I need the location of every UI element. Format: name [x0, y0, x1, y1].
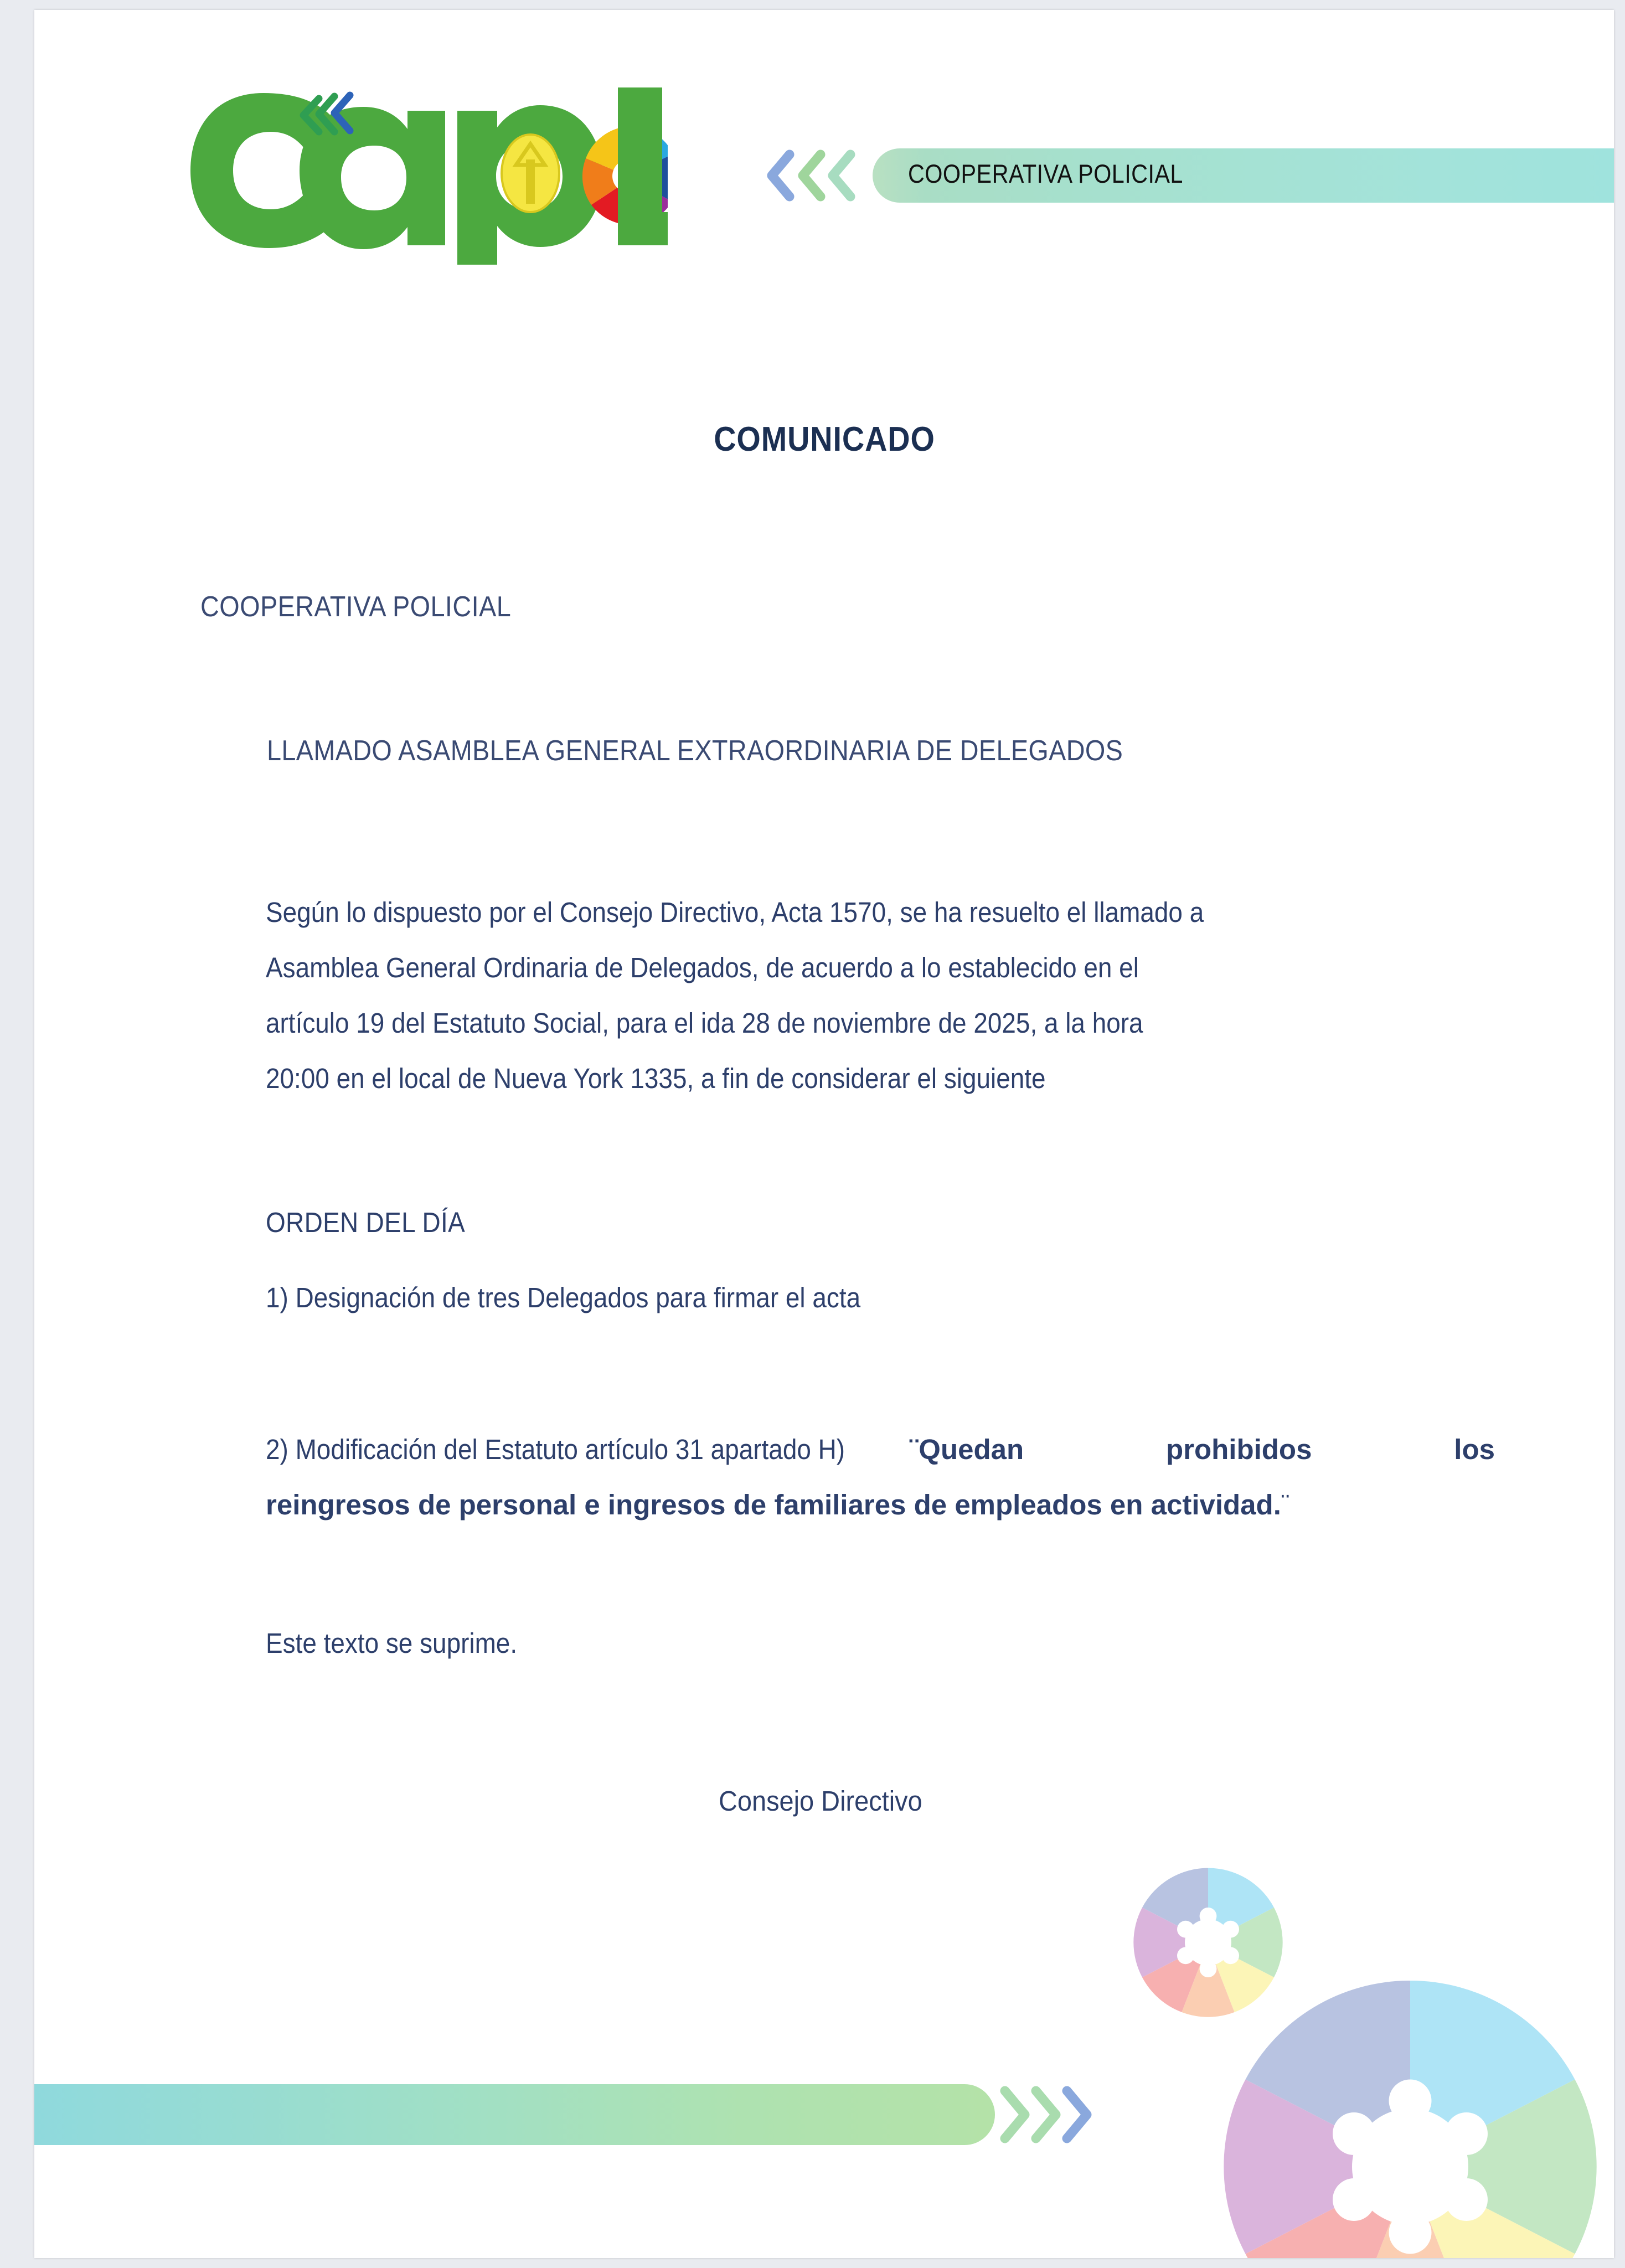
agenda-item-2	[266, 1422, 1495, 1533]
intro-line-4: 20:00 en el local de Nueva York 1335, a fin de considerar el siguiente	[266, 1063, 1046, 1094]
signature-line: Consejo Directivo	[719, 1785, 922, 1817]
organization-line: COOPERATIVA POLICIAL	[200, 591, 512, 623]
document-page	[34, 10, 1614, 2258]
assembly-call-heading: LLAMADO ASAMBLEA GENERAL EXTRAORDINARIA DE DELEGADOS	[267, 735, 1123, 767]
capol-logo	[180, 76, 668, 265]
agenda-heading: ORDEN DEL DÍA	[266, 1207, 466, 1238]
agenda-item-2-plain: 2) Modificación del Estatuto artículo 31 apartado H)	[266, 1434, 845, 1465]
triple-chevron-left-icon	[764, 147, 873, 204]
header-banner	[764, 147, 1614, 204]
intro-line-1: Según lo dispuesto por el Consejo Directivo, Acta 1570, se ha resuelto el llamado a	[266, 896, 1204, 928]
capol-logo-svg	[180, 76, 668, 265]
footer-decoration	[34, 2082, 1117, 2148]
agenda-item-2-line-1	[266, 1422, 1495, 1477]
page-title	[34, 420, 1614, 459]
agenda-item-1: 1) Designación de tres Delegados para firmar el acta	[266, 1282, 861, 1313]
agenda-item-2-bold-end: reingresos de personal e ingresos de familiares de empleados en actividad.	[266, 1489, 1281, 1520]
document-header	[34, 10, 1614, 320]
agenda-item-2-line-2	[266, 1477, 1495, 1533]
page-title-text: COMUNICADO	[713, 420, 935, 458]
header-banner-label: COOPERATIVA POLICIAL	[908, 159, 1183, 188]
puzzle-ring-large-icon	[1216, 1973, 1604, 2258]
intro-line-2: Asamblea General Ordinaria de Delegados, de acuerdo a lo establecido en el	[266, 952, 1139, 983]
triple-chevron-right-icon	[996, 2082, 1107, 2147]
agenda-item-2-closing-quote: ¨	[1281, 1489, 1290, 1520]
intro-line-3: artículo 19 del Estatuto Social, para el ida 28 de noviembre de 2025, a la hora	[266, 1007, 1143, 1039]
intro-paragraph	[266, 885, 1495, 1106]
agenda-item-2-bold-start: ¨Quedan prohibidos los	[909, 1434, 1495, 1465]
footer-gradient-bar	[34, 2084, 995, 2145]
suppression-note: Este texto se suprime.	[266, 1627, 518, 1659]
